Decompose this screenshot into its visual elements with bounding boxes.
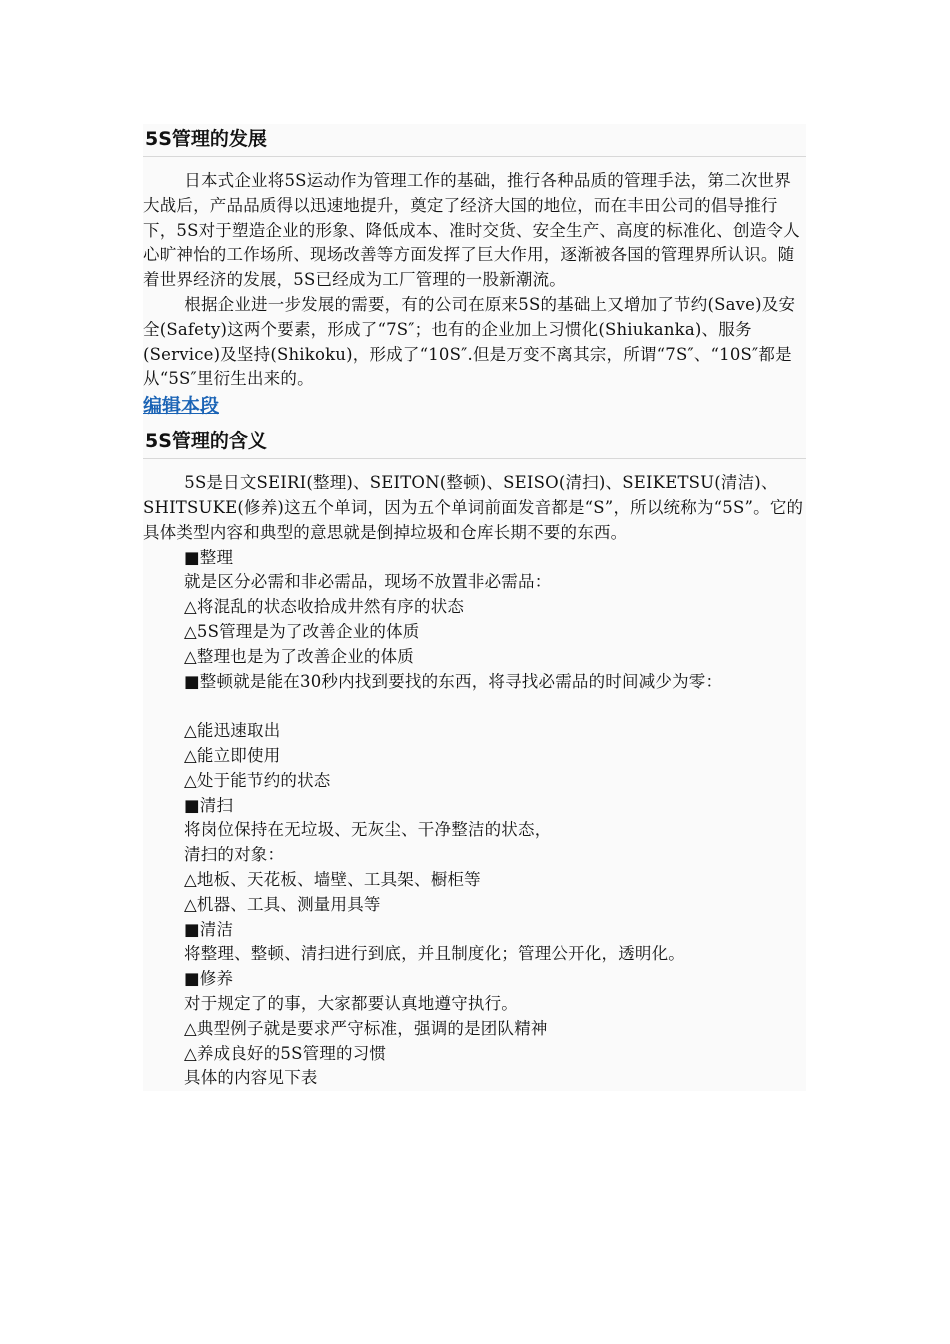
section-title-development: 5S管理的发展 bbox=[143, 124, 806, 157]
list-item: △ 能立即使用 bbox=[143, 744, 806, 769]
list-item: 就是区分必需和非必需品，现场不放置非必需品： bbox=[184, 572, 552, 592]
list-item: △ 能迅速取出 bbox=[143, 719, 806, 744]
list-item-heading: ■ 清扫 bbox=[143, 794, 806, 819]
list-item: △ 养成良好的5S管理的习惯 bbox=[143, 1042, 806, 1067]
list-item: 具体的内容见下表 bbox=[184, 1068, 318, 1088]
section-title-meaning: 5S管理的含义 bbox=[143, 426, 806, 459]
list-item: △ 处于能节约的状态 bbox=[143, 769, 806, 794]
edit-section-link[interactable]: 编辑本段 bbox=[143, 395, 220, 418]
list-item-heading: ■ 修养 bbox=[143, 967, 806, 992]
list-item: △ 地板、天花板、墙壁、工具架、橱柜等 bbox=[143, 868, 806, 893]
list-item: △ 5S管理是为了改善企业的体质 bbox=[143, 620, 806, 645]
list-item: △ 将混乱的状态收拾成井然有序的状态 bbox=[143, 595, 806, 620]
list-item: △ 整理也是为了改善企业的体质 bbox=[143, 645, 806, 670]
list-item: 对于规定了的事，大家都要认真地遵守执行。 bbox=[184, 993, 518, 1013]
intro-paragraph: 5S是日文SEIRI(整理)、SEITON(整顿)、SEISO(清扫)、SEIKETSU(清洁)、SHITSUKE(修养)这五个单词，因为五个单词前面发音都是“S”，所以统称为“5S”。它的具体类型内容和典型的意思就是倒掉垃圾和仓库长期不要的东西。 bbox=[143, 473, 804, 542]
list-item-heading: ■ 整理 bbox=[143, 546, 806, 571]
document-content bbox=[143, 124, 806, 1091]
list-item: 将岗位保持在无垃圾、无灰尘、干净整洁的状态， bbox=[184, 820, 552, 840]
list-item-heading: ■ 整顿就是能在30秒内找到要找的东西，将寻找必需品的时间减少为零： bbox=[143, 670, 806, 695]
list-item: 清扫的对象： bbox=[184, 845, 285, 865]
blank-line bbox=[143, 694, 806, 719]
paragraph: 日本式企业将5S运动作为管理工作的基础，推行各种品质的管理手法，第二次世界大战后，产品品质得以迅速地提升，奠定了经济大国的地位，而在丰田公司的倡导推行下，5S对于塑造企业的形象、降低成本、准时交货、安全生产、高度的标准化、创造令人心旷神怡的工作场所、现场改善等方面发挥了巨大作用，逐渐被各国的管理界所认识。随着世界经济的发展，5S已经成为工厂管理的一股新潮流。 bbox=[143, 171, 800, 290]
list-item: △ 机器、工具、测量用具等 bbox=[143, 893, 806, 918]
list-item: 将整理、整顿、清扫进行到底，并且制度化；管理公开化，透明化。 bbox=[184, 944, 685, 964]
paragraph: 根据企业进一步发展的需要，有的公司在原来5S的基础上又增加了节约(Save)及安全(Safety)这两个要素，形成了“7S″；也有的企业加上习惯化(Shiukanka)、服务(Service)及坚持(Shikoku)，形成了“10S″.但是万变不离其宗，所谓“7S″、“10S″都是从“5S″里衍生出来的。 bbox=[143, 294, 796, 389]
list-item: △ 典型例子就是要求严守标准，强调的是团队精神 bbox=[143, 1017, 806, 1042]
list-item-heading: ■ 清洁 bbox=[143, 918, 806, 943]
